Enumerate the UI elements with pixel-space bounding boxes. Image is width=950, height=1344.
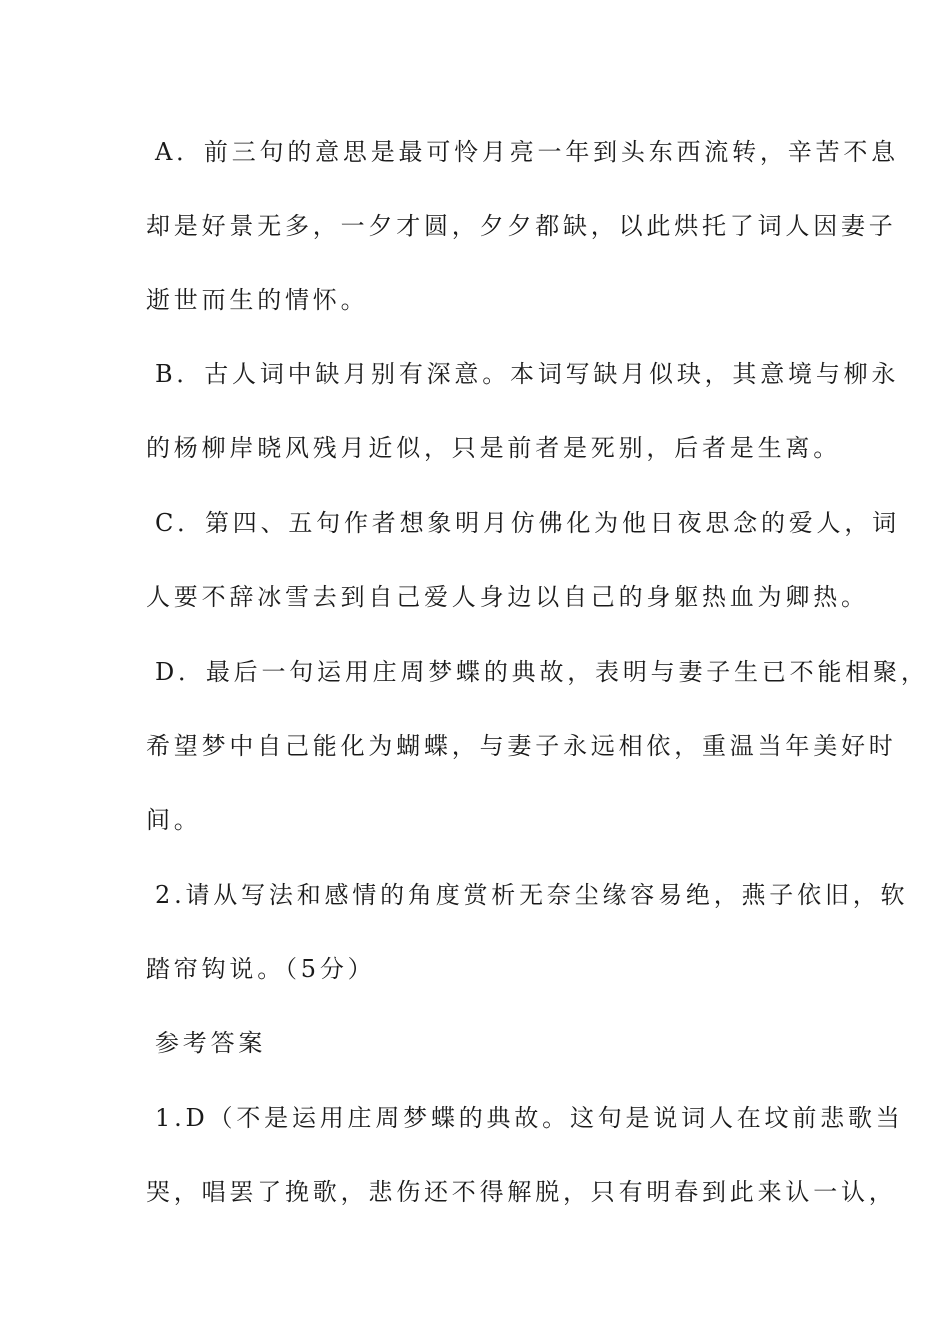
option-b-line-1: B．古人词中缺月别有深意。本词写缺月似玦，其意境与柳永 (155, 360, 900, 388)
option-c-line-2: 人要不辞冰雪去到自己爱人身边以自己的身躯热血为卿热。 (146, 583, 869, 611)
question-2-line-2: 踏帘钩说。（5分） (146, 955, 376, 983)
answer-1-line-2: 哭，唱罢了挽歌，悲伤还不得解脱，只有明春到此来认一认， (146, 1178, 897, 1206)
option-a-line-2: 却是好景无多，一夕才圆，夕夕都缺，以此烘托了词人因妻子 (146, 212, 897, 240)
option-a-line-1: A．前三句的意思是最可怜月亮一年到头东西流转，辛苦不息 (155, 138, 899, 166)
answer-1-line-1: 1.D（不是运用庄周梦蝶的典故。这句是说词人在坟前悲歌当 (155, 1104, 904, 1132)
option-d-line-3: 间。 (146, 806, 202, 834)
option-d-line-1: D．最后一句运用庄周梦蝶的典故，表明与妻子生已不能相聚， (155, 658, 929, 686)
option-c-line-1: C．第四、五句作者想象明月仿佛化为他日夜思念的爱人，词 (155, 509, 900, 537)
option-d-line-2: 希望梦中自己能化为蝴蝶，与妻子永远相依，重温当年美好时 (146, 732, 897, 760)
question-2-line-1: 2.请从写法和感情的角度赏析无奈尘缘容易绝，燕子依旧，软 (155, 881, 909, 909)
option-a-line-3: 逝世而生的情怀。 (146, 286, 369, 314)
option-b-line-2: 的杨柳岸晓风残月近似，只是前者是死别，后者是生离。 (146, 434, 841, 462)
answer-heading: 参考答案 (155, 1029, 267, 1057)
